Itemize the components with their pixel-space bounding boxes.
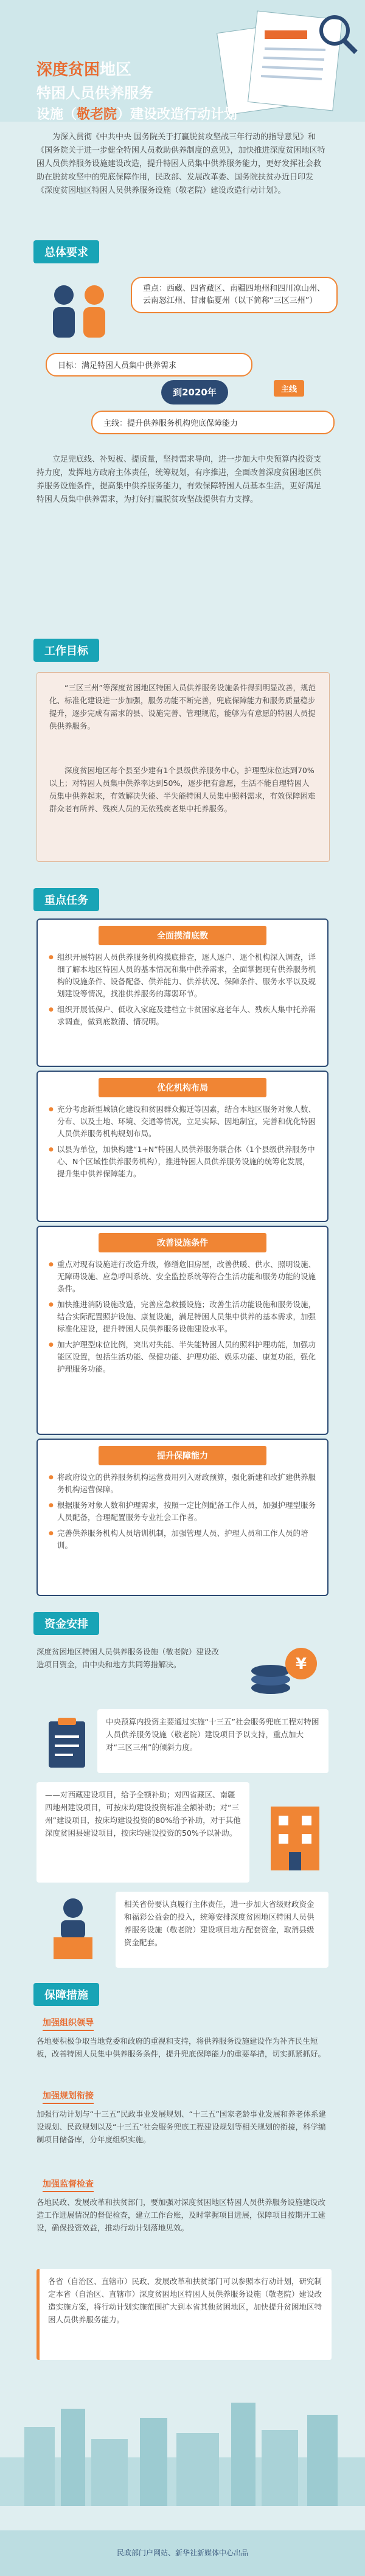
funding-tag: 资金安排: [33, 1612, 99, 1635]
header-title-highlight: 深度贫困: [36, 61, 100, 79]
task-card-4-list: [49, 1471, 316, 1552]
task-card-1-list: [49, 951, 316, 1028]
general-main-label: 主线: [274, 380, 304, 397]
list-item: ● 重点对现有设施进行改造升级，修缮危旧房屋，改善供暖、供水、照明设施、无障碍设施、应急呼叫系统、安全监控系统等符合生活功能和服务功能的设施条件。: [49, 1258, 316, 1295]
header-title-line3-a: 设施（: [36, 107, 77, 122]
measure-3-title: 加强监督检查: [43, 2178, 94, 2192]
list-item: ● 完善供养服务机构人员培训机制，加强管理人员、护理人员和工作人员的培训。: [49, 1527, 316, 1552]
header-section: [0, 0, 365, 122]
list-item: ● 组织开展低保户、低收入家庭及建档立卡贫困家庭老年人、残疾人集中托养需求调查，做到底数清、情况明。: [49, 1004, 316, 1028]
task-card-1-title: 全面摸清底数: [99, 926, 266, 945]
funding-text-2: 中央预算内投资主要通过实施“十三五”社会服务兜底工程对特困人员供养服务设施（敬老院）建设项目予以支持，重点加大对“三区三州”的倾斜力度。: [106, 1717, 319, 1752]
tasks-tag: 重点任务: [33, 888, 99, 911]
measure-2-title: 加强规划衔接: [43, 2089, 94, 2104]
list-item: ● 根据服务对象人数和护理需求，按照一定比例配备工作人员，加强护理型服务人员配备，合理配置服务专业社会工作者。: [49, 1499, 316, 1524]
funding-text-1: 深度贫困地区特困人员供养服务设施（敬老院）建设改造项目资金，由中央和地方共同筹措解决。: [36, 1647, 220, 1669]
measure-3-text: 各地民政、发展改革和扶贫部门，要加强对深度贫困地区特困人员供养服务设施建设改造工作进展情况的督促检查，建立工作台账，及时掌握项目进展，保障项目按期开工建设，确保投资效益，推动行动计划落地见效。: [36, 2198, 326, 2232]
task-card-3-title: 改善设施条件: [99, 1233, 266, 1252]
general-region-pill: 重点：西藏、四省藏区、南疆四地州和四川凉山州、云南怒江州、甘肃临夏州（以下简称“三区三州”）: [131, 277, 338, 313]
funding-box-2: [36, 1782, 249, 1883]
task-card-3-list: [49, 1258, 316, 1375]
list-item: ● 以县为单位，加快构建“1+N”特困人员供养服务联合体（1个县级供养服务中心、N个区域性供养服务机构），推进特困人员供养服务设施的统筹化发展，提升集中供养保障能力。: [49, 1144, 316, 1180]
task-card-1: [36, 918, 328, 1067]
measures-final-box: [36, 2269, 332, 2360]
funding-text-3: ——对西藏建设项目，给予全额补助；对四省藏区、南疆四地州建设项目，可按床均建设投资标准全额补助；对“三州”建设项目，按床均建设投资的80%给予补助，对于其他深度贫困县建设项目，按床均建设投资的50%予以补助。: [45, 1790, 241, 1838]
list-item: ● 组织开展特困人员供养服务机构摸底排查，逐人逐户、逐个机构深入调查，详细了解本地区特困人员的基本情况和集中供养需求，全面掌握现有供养服务机构的设施条件、设备配备、供养能力、供养状况、保障条件、服务水平以及规划建设等情况，找准供养服务的薄弱环节。: [49, 951, 316, 1000]
task-card-4: [36, 1439, 328, 1596]
funding-text-4: 相关省份要认真履行主体责任，进一步加大省级财政资金和福彩公益金的投入，统筹安排深度贫困地区特困人员供养服务设施（敬老院）建设项目地方配套资金，取消县级资金配套。: [124, 1900, 315, 1947]
city-skyline-illustration: [0, 2384, 365, 2506]
general-goal-pill: 目标：满足特困人员集中供养需求: [46, 353, 252, 377]
header-title-region: 地区: [100, 61, 132, 79]
measure-2-text: 加强行动计划与“十三五”民政事业发展规划、“十三五”国家老龄事业发展和养老体系建设规划、民政规划以及“十三五”社会服务兜底工程建设规划等相关规划的衔接，科学编制项目储备库，分年度组织实施。: [36, 2109, 326, 2144]
goals-section: [0, 639, 365, 873]
funding-box-3: [116, 1892, 328, 1968]
task-card-2-title: 优化机构布局: [99, 1078, 266, 1097]
footer: [0, 2530, 365, 2576]
general-section: [0, 234, 365, 630]
coin-stack-icon: [243, 1639, 322, 1700]
header-title-line3-c: ）建设改造行动计划: [117, 107, 238, 122]
general-year-badge: 到2020年: [161, 380, 228, 404]
general-main-pill: 主线：提升供养服务机构兜底保障能力: [91, 411, 335, 434]
list-item: ● 将政府设立的供养服务机构运营费用列入财政预算，强化新建和改扩建供养服务机构运营保障。: [49, 1471, 316, 1496]
goals-tag: 工作目标: [33, 639, 99, 662]
people-group-icon: [40, 277, 125, 344]
measure-1-title: 加强组织领导: [43, 2016, 94, 2031]
general-tag: 总体要求: [33, 240, 99, 263]
general-body: 立足兜底线、补短板、提质量，坚持需求导向，进一步加大中央预算内投资支持力度，发挥地方政府主体责任，统筹规划，有序推进，全面改善深度贫困地区供养服务设施条件，提高集中供养服务能力，有效保障特困人员基本生活，更好满足特困人员集中供养需求，为打好打赢脱贫攻坚战提供有力支撑。: [36, 455, 322, 504]
task-card-2-list: [49, 1103, 316, 1180]
measures-final-text: 各省（自治区、直辖市）民政、发展改革和扶贫部门可以参照本行动计划，研究制定本省（自治区、直辖市）深度贫困地区特困人员供养服务设施（敬老院）建设改造实施方案，将行动计划实施范围扩大到本省其他贫困地区，加快提升贫困地区特困人员供养服务能力。: [48, 2277, 322, 2324]
funding-box-1: [97, 1709, 328, 1773]
goals-frame: [36, 672, 330, 862]
footer-credit: 民政部门户网站、新华社新媒体中心出品: [116, 2549, 248, 2557]
goals-text-1: “三区三州”等深度贫困地区特困人员供养服务设施条件得到明显改善，规范化、标准化建设进一步加强，服务功能不断完善，兜底保障能力和服务质量稳步提升，逐步完成有需求的县、设施完善、管理规范，能够为有意愿的特困人员提供供养服务。: [49, 683, 316, 731]
header-title-line3-b: 敬老院: [77, 107, 117, 122]
measures-tag: 保障措施: [33, 1983, 99, 2006]
task-card-3: [36, 1226, 328, 1435]
list-item: ● 充分考虑新型城镇化建设和贫困群众搬迁等因素，结合本地区服务对象人数、分布、以及土地、环境、交通等情况，立足实际、因地制宜，完善和优化特困人员供养服务机构规划布局。: [49, 1103, 316, 1140]
tasks-section: [0, 888, 365, 1600]
intro-paragraph: 为深入贯彻《中共中央 国务院关于打赢脱贫攻坚战三年行动的指导意见》和《国务院关于进一步健全特困人员救助供养制度的意见》，加快推进深度贫困地区特困人员供养服务设施建设改造，提升特困人员集中供养服务能力，更好发挥社会救助在脱贫攻坚中的兜底保障作用，民政部、发展改革委、国务院扶贫办近日印发《深度贫困地区特困人员供养服务设施（敬老院）建设改造行动计划》。: [36, 133, 325, 195]
task-card-2: [36, 1071, 328, 1222]
header-title-line2: 特困人员供养服务: [36, 85, 153, 102]
header-title: [36, 58, 316, 126]
goals-text-2: 深度贫困地区每个县至少建有1个县级供养服务中心，护理型床位达到70%以上；对特困人员集中供养率达到50%，逐步把有意愿，生活不能自理特困人员集中供养起来，有效解决失能、半失能特困人员集中照料需求，有效保障困难群众老有所养、残疾人员的无依残疾老集中托养服务。: [49, 766, 316, 813]
funding-section: [0, 1612, 365, 2013]
list-item: ● 加大护理型床位比例，突出对失能、半失能特困人员的照料护理功能，加强功能区设置，包括生活功能、保健功能、护理功能、娱乐功能、康复功能，强化护理服务功能。: [49, 1339, 316, 1375]
svg-text:¥: ¥: [295, 1655, 307, 1673]
measure-1-text: 各地要积极争取当地党委和政府的重视和支持，将供养服务设施建设作为补齐民生短板，改善特困人员集中供养服务条件，提升兜底保障能力的重要举措，切实抓紧抓好。: [36, 2036, 326, 2058]
clipboard-icon: [43, 1715, 91, 1770]
measures-section: [0, 1983, 365, 2518]
person-podium-icon: [43, 1895, 103, 1962]
task-card-4-title: 提升保障能力: [99, 1446, 266, 1465]
list-item: ● 加快推进消防设施改造，完善应急救援设施；改善生活功能设施和服务设施，结合实际配置照护设施、康复设施，满足特困人员集中供养的基本需求，加强标准化建设，提升特困人员供养服务设施建设水平。: [49, 1299, 316, 1335]
building-icon: [262, 1794, 328, 1873]
